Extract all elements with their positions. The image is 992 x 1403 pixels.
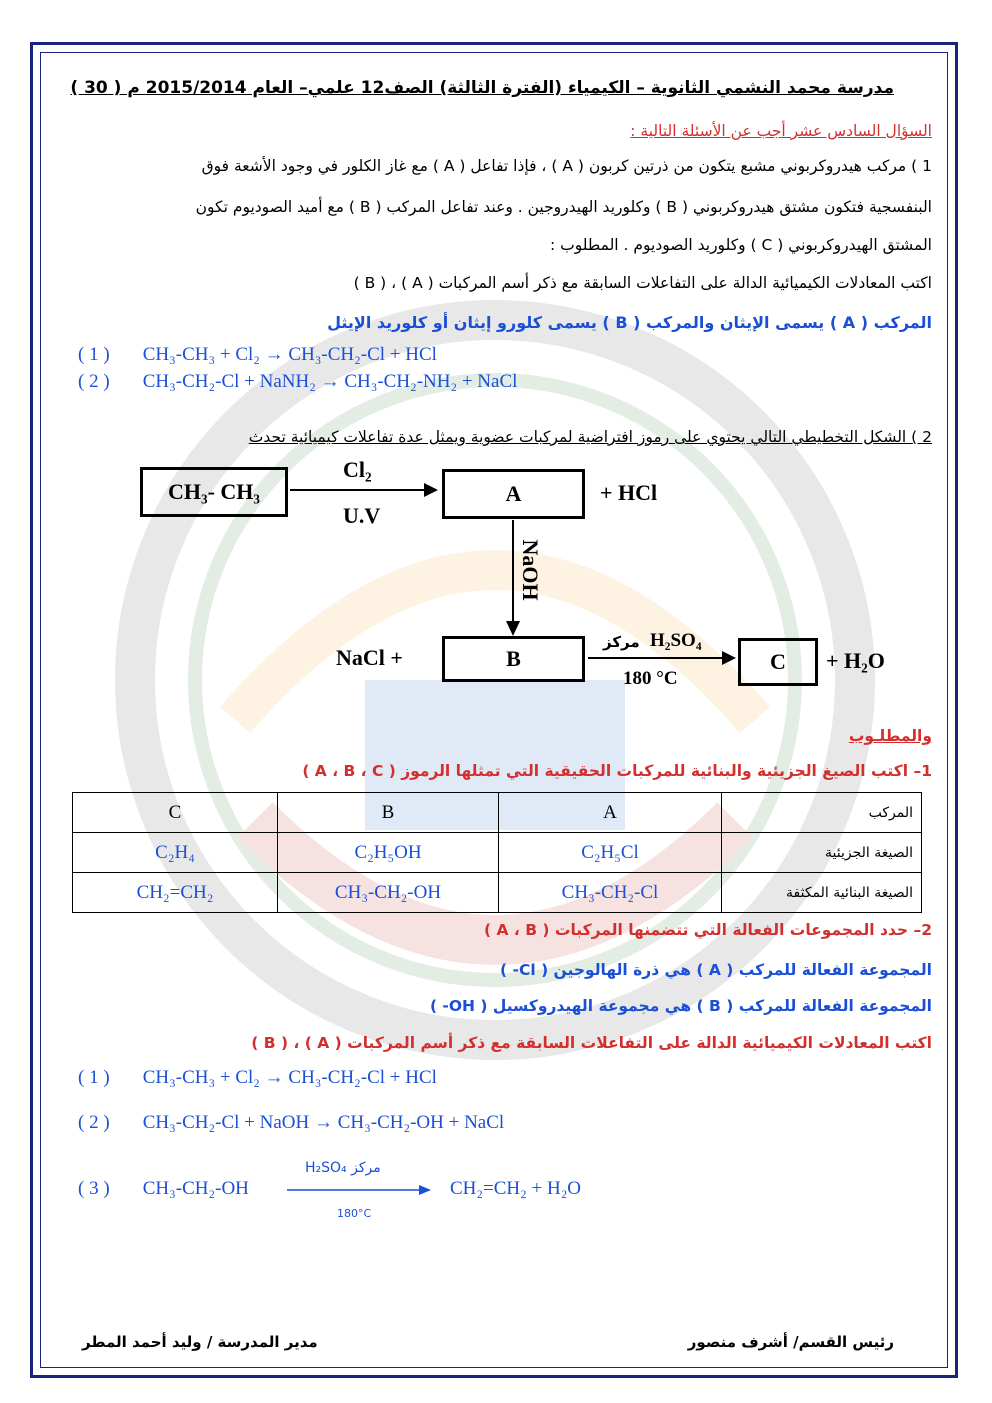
diagram-acid-word: مركز (603, 633, 640, 651)
equation-3-arrow (285, 1182, 435, 1202)
equation-3-arrow-top: H₂SO₄ مركز (305, 1160, 381, 1176)
diagram-temperature: 180 °C (623, 668, 678, 689)
functional-task: اكتب المعادلات الكيميائية الدالة على التفاعلات السابقة مع ذكر أسم المركبات ( A ) ، ( B ) (251, 1034, 932, 1052)
table-header-row (73, 793, 922, 833)
equation-3-arrow-bottom: 180°C (337, 1207, 372, 1220)
equation-arrow: → (264, 1067, 284, 1088)
equation-row (78, 1112, 504, 1134)
table-row (73, 873, 922, 913)
equation-lhs: CH₃-CH₃ + Cl₂ (142, 1067, 260, 1088)
diagram-reagent-naoh: NaOH (518, 539, 543, 601)
q1-task: اكتب المعادلات الكيميائية الدالة على التفاعلات السابقة مع ذكر أسم المركبات ( A ) ، ( B ) (353, 274, 932, 292)
q1-line-1: 1 ) مركب هيدروكربوني مشبع يتكون من ذرتين كربون ( A ) ، فإذا تفاعل ( A ) مع غاز الكلور في وجود الأشعة فوق (201, 157, 932, 175)
table-cell: CH₃-CH₂-Cl (499, 873, 722, 913)
equation-number: ( 1 ) (78, 1067, 110, 1088)
table-cell: C₂H₄ (73, 833, 278, 873)
functional-answer-b: المجموعة الفعالة للمركب ( B ) هي مجموعة الهيدروكسيل ( OH- ) (429, 997, 932, 1015)
equation-rhs: CH₃-CH₂-OH + NaCl (337, 1112, 505, 1133)
diagram-box-a: A (442, 469, 585, 519)
equation-3-rhs: CH₂=CH₂ + H₂O (450, 1178, 582, 1199)
page-title: مدرسة محمد النشمي الثانوية – الكيمياء (الفترة الثالثة) الصف12 علمي– العام 2015/2014 م ( 30 ) (70, 78, 894, 98)
equation-row (78, 1178, 249, 1200)
table-row (73, 833, 922, 873)
equation-arrow: → (320, 371, 340, 392)
equation-arrow: → (313, 1112, 333, 1133)
equation-rhs: CH₃-CH₂-NH₂ + NaCl (344, 371, 518, 392)
diagram-reagent-cl2: Cl₂ (343, 457, 372, 482)
equation-lhs: CH₃-CH₂-OH (142, 1178, 249, 1199)
equation-lhs: CH₃-CH₂-Cl + NaNH₂ (142, 371, 316, 392)
equation-rhs: CH₃-CH₂-Cl + HCl (288, 344, 437, 365)
equation-lhs: CH₃-CH₃ + Cl₂ (142, 344, 260, 365)
equation-rhs: CH₃-CH₂-Cl + HCl (288, 1067, 437, 1088)
equation-row (78, 1067, 437, 1089)
table-row-label: المركب (722, 793, 922, 833)
equation-arrow: → (264, 344, 284, 365)
functional-item-2: 2– حدد المجموعات الفعالة التي تتضمنها المركبات ( A ، B ) (484, 921, 932, 939)
diagram-condition-uv: U.V (343, 503, 381, 528)
q2-intro: 2 ) الشكل التخطيطي التالي يحتوي على رموز افتراضية لمركبات عضوية ويمثل عدة تفاعلات كيميائية تحدث (248, 428, 932, 446)
q1-line-2: البنفسجية فتكون مشتق هيدروكربوني ( B ) وكلوريد الهيدروجين . وعند تفاعل المركب ( B ) مع أميد الصوديوم تكون (195, 198, 932, 216)
equation-number: ( 1 ) (78, 344, 110, 365)
equation-lhs: CH₃-CH₂-Cl + NaOH (142, 1112, 310, 1133)
table-cell: CH₂=CH₂ (73, 873, 278, 913)
table-row-label: الصيغة البنائية المكثفة (722, 873, 922, 913)
required-item-1: 1– اكتب الصيغ الجزيئية والبنائية للمركبات الحقيقية التي تمثلها الرموز ( A ، B ، C ) (302, 762, 932, 780)
school-principal: مدير المدرسة / وليد أحمد المطر (82, 1333, 318, 1351)
diagram-byproduct-hcl: + HCl (600, 480, 658, 505)
equation-number: ( 2 ) (78, 371, 110, 392)
head-of-department: رئيس القسم/ أشرف منصور (687, 1333, 894, 1351)
diagram-acid-label: H₂SO₄ (650, 630, 702, 651)
equation-number: ( 3 ) (78, 1178, 110, 1199)
table-cell: C₂H₅OH (278, 833, 499, 873)
table-row-label: الصيغة الجزيئية (722, 833, 922, 873)
q1-answer: المركب ( A ) يسمى الإيثان والمركب ( B ) يسمى كلورو إيثان أو كلوريد الإيثل (327, 313, 932, 332)
equation-number: ( 2 ) (78, 1112, 110, 1133)
diagram-nacl-label: NaCl + (336, 645, 403, 670)
diagram-start-box: CH₃- CH₃ (140, 467, 288, 517)
diagram-box-b: B (442, 636, 585, 682)
table-cell: CH₃-CH₂-OH (278, 873, 499, 913)
q1-line-3: المشتق الهيدروكربوني ( C ) وكلوريد الصوديوم . المطلوب : (550, 236, 932, 254)
table-cell: C (73, 793, 278, 833)
table-cell: B (278, 793, 499, 833)
compounds-table (72, 792, 922, 913)
diagram-box-c: C (738, 638, 818, 686)
diagram-byproduct-h2o: + H₂O (826, 648, 885, 673)
table-cell: A (499, 793, 722, 833)
table-cell: C₂H₅Cl (499, 833, 722, 873)
required-heading: والمطلـوب (848, 727, 932, 745)
functional-answer-a: المجموعة الفعالة للمركب ( A ) هي ذرة الهالوجين ( Cl- ) (500, 961, 932, 979)
question-heading: السؤال السادس عشر أجب عن الأسئلة التالية : (630, 122, 932, 140)
